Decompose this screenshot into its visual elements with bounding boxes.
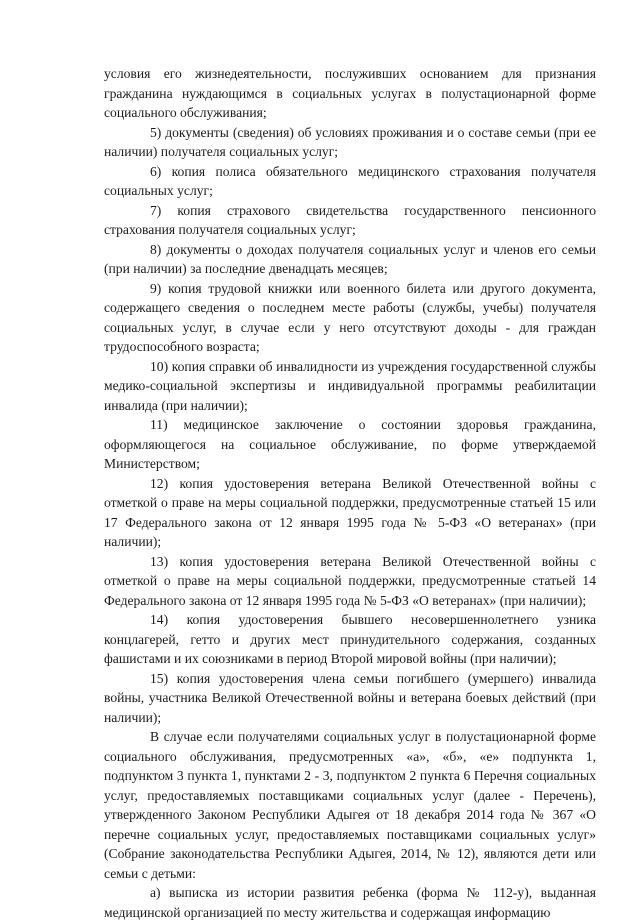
list-item-6: 6) копия полиса обязательного медицинского страхования получателя социальных услуг; bbox=[104, 163, 596, 198]
document-page bbox=[104, 64, 596, 922]
list-item-15: 15) копия удостоверения члена семьи погибшего (умершего) инвалида войны, участника Великой Отечественной войны и ветерана боевых действий (при наличии); bbox=[104, 670, 596, 725]
list-item-12: 12) копия удостоверения ветерана Великой Отечественной войны с отметкой о праве на меры социальной поддержки, предусмотренные статьей 15 или 17 Федерального закона от 12 января 1995 года № 5-ФЗ «О ветеранах» (при наличии); bbox=[104, 475, 596, 549]
list-item-9: 9) копия трудовой книжки или военного билета или другого документа, содержащего сведения о последнем месте работы (службы, учебы) получателя социальных услуг, в случае если у него отсутствуют доходы - для граждан трудоспособного возраста; bbox=[104, 280, 596, 354]
list-item-11: 11) медицинское заключение о состоянии здоровья гражданина, оформляющегося на социальное обслуживание, по форме утверждаемой Министерством; bbox=[104, 417, 596, 471]
list-item-7: 7) копия страхового свидетельства государственного пенсионного страхования получателя социальных услуг; bbox=[104, 202, 596, 237]
list-item-13: 13) копия удостоверения ветерана Великой Отечественной войны с отметкой о праве на меры социальной поддержки, предусмотренные статьей 14 Федерального закона от 12 января 1995 года № 5-ФЗ «О ветеранах» (при наличии); bbox=[104, 553, 596, 608]
list-item-8: 8) документы о доходах получателя социальных услуг и членов его семьи (при наличии) за последние двенадцать месяцев; bbox=[104, 241, 596, 276]
paragraph-children-case: В случае если получателями социальных услуг в полустационарной форме социального обслуживания, предусмотренных «а», «б», «е» подпункта 1, подпунктом 3 пункта 1, пунктами 2 - 3, подпунктом 2 пункта 6 Перечня социальных услуг, предоставляемых поставщиками социальных услуг (далее - Перечень), утвержденного Законом Республики Адыгея от 18 декабря 2014 года № 367 «О перечне социальных услуг, предоставляемых поставщиками социальных услуг» (Собрание законодательства Республики Адыгея, 2014, № 12), являются дети или семьи с детьми: bbox=[104, 729, 596, 881]
paragraph-intro-continuation: условия его жизнедеятельности, послуживших основанием для признания гражданина нуждающимся в социальных услугах в полустационарной форме социального обслуживания; bbox=[104, 66, 596, 120]
list-item-14: 14) копия удостоверения бывшего несовершеннолетнего узника концлагерей, гетто и других мест принудительного содержания, созданных фашистами и их союзниками в период Второй мировой войны (при наличии); bbox=[104, 612, 596, 666]
list-item-5: 5) документы (сведения) об условиях проживания и о составе семьи (при ее наличии) получателя социальных услуг; bbox=[104, 124, 596, 159]
list-item-a: а) выписка из истории развития ребенка (форма № 112-у), выданная медицинской организацией по месту жительства и содержащая информацию bbox=[104, 885, 596, 920]
list-item-10: 10) копия справки об инвалидности из учреждения государственной службы медико-социальной экспертизы и индивидуальной программы реабилитации инвалида (при наличии); bbox=[104, 358, 596, 413]
